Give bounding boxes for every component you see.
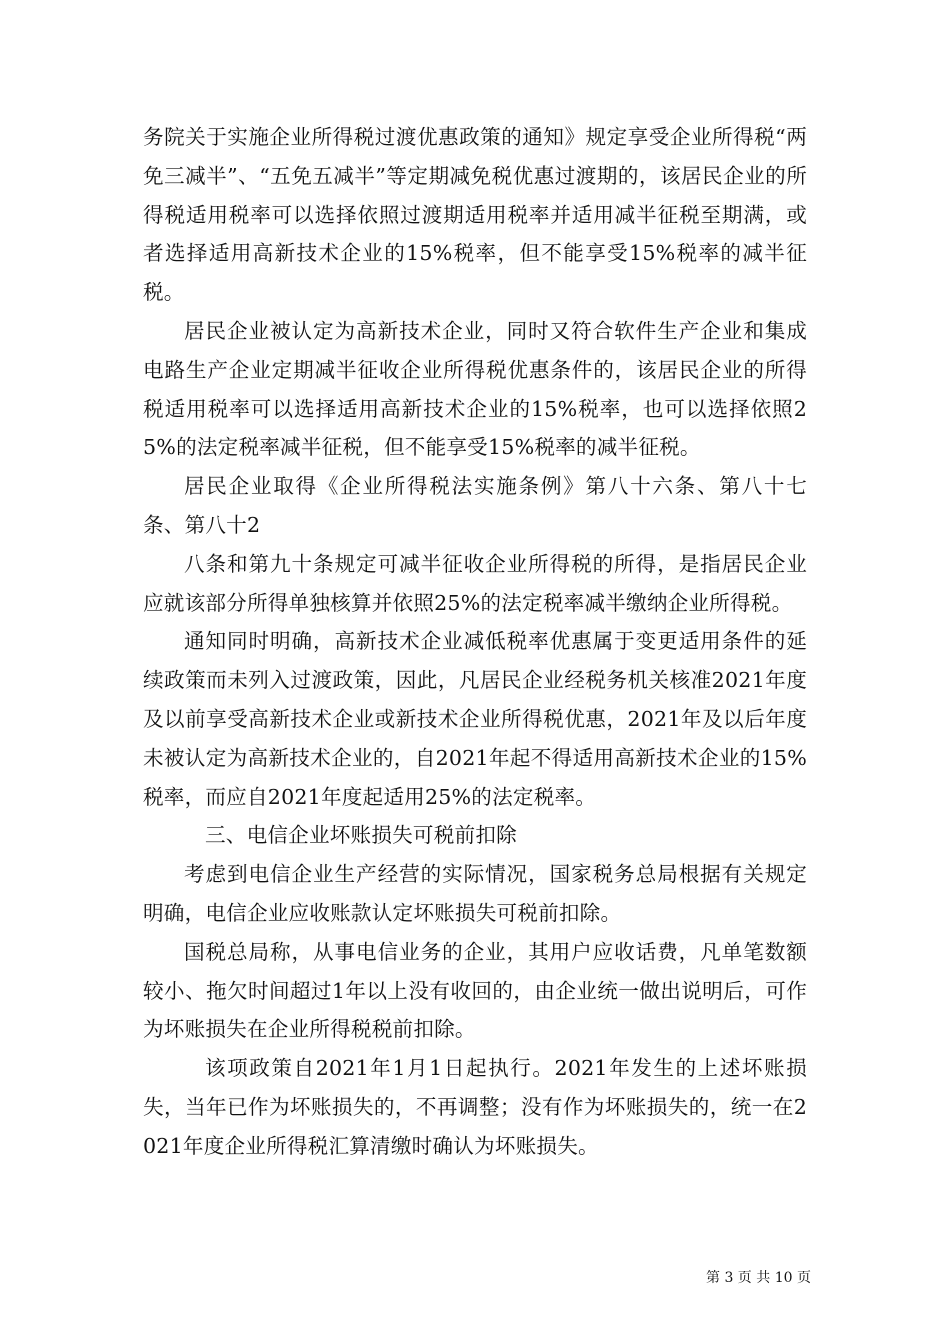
paragraph-effective-date: 该项政策自2021年1月1日起执行。2021年发生的上述坏账损失，当年已作为坏账损失的，不再调整；没有作为坏账损失的，统一在2021年度企业所得税汇算清缴时确认为坏账损失。 — [143, 1056, 807, 1158]
paragraph-transition-tax-rate: 务院关于实施企业所得税过渡优惠政策的通知》规定享受企业所得税“两免三减半”、“五免五减半”等定期减免税优惠过渡期的，该居民企业的所得税适用税率可以选择依照过渡期适用税率并适用减半征税至期满，或者选择适用高新技术企业的15%税率，但不能享受15%税率的减半征税。 — [143, 125, 807, 305]
document-body — [143, 118, 807, 1166]
paragraph-high-tech-continuation: 通知同时明确，高新技术企业减低税率优惠属于变更适用条件的延续政策而未列入过渡政策，因此，凡居民企业经税务机关核准2021年度及以前享受高新技术企业或新技术企业所得税优惠，2021年及以后年度未被认定为高新技术企业的，自2021年起不得适用高新技术企业的15%税率，而应自2021年度起适用25%的法定税率。 — [143, 629, 807, 809]
paragraph-telecom-bad-debt-rule: 国税总局称，从事电信业务的企业，其用户应收话费，凡单笔数额较小、拖欠时间超过1年以上没有收回的，由企业统一做出说明后，可作为坏账损失在企业所得税税前扣除。 — [143, 939, 807, 1042]
page-number: 第 3 页 共 10 页 — [706, 1270, 811, 1286]
paragraph-regulation-articles: 居民企业取得《企业所得税法实施条例》第八十六条、第八十七条、第八十2 — [143, 474, 807, 537]
paragraph-half-rate-income: 八条和第九十条规定可减半征收企业所得税的所得，是指居民企业应就该部分所得单独核算并依照25%的法定税率减半缴纳企业所得税。 — [143, 551, 807, 615]
paragraph-telecom-context: 考虑到电信企业生产经营的实际情况，国家税务总局根据有关规定明确，电信企业应收账款认定坏账损失可税前扣除。 — [143, 862, 807, 925]
section-heading-bad-debt: 三、电信企业坏账损失可税前扣除 — [205, 823, 517, 848]
paragraph-high-tech-software: 居民企业被认定为高新技术企业，同时又符合软件生产企业和集成电路生产企业定期减半征收企业所得税优惠条件的，该居民企业的所得税适用税率可以选择适用高新技术企业的15%税率，也可以选择依照25%的法定税率减半征税，但不能享受15%税率的减半征税。 — [143, 318, 807, 460]
